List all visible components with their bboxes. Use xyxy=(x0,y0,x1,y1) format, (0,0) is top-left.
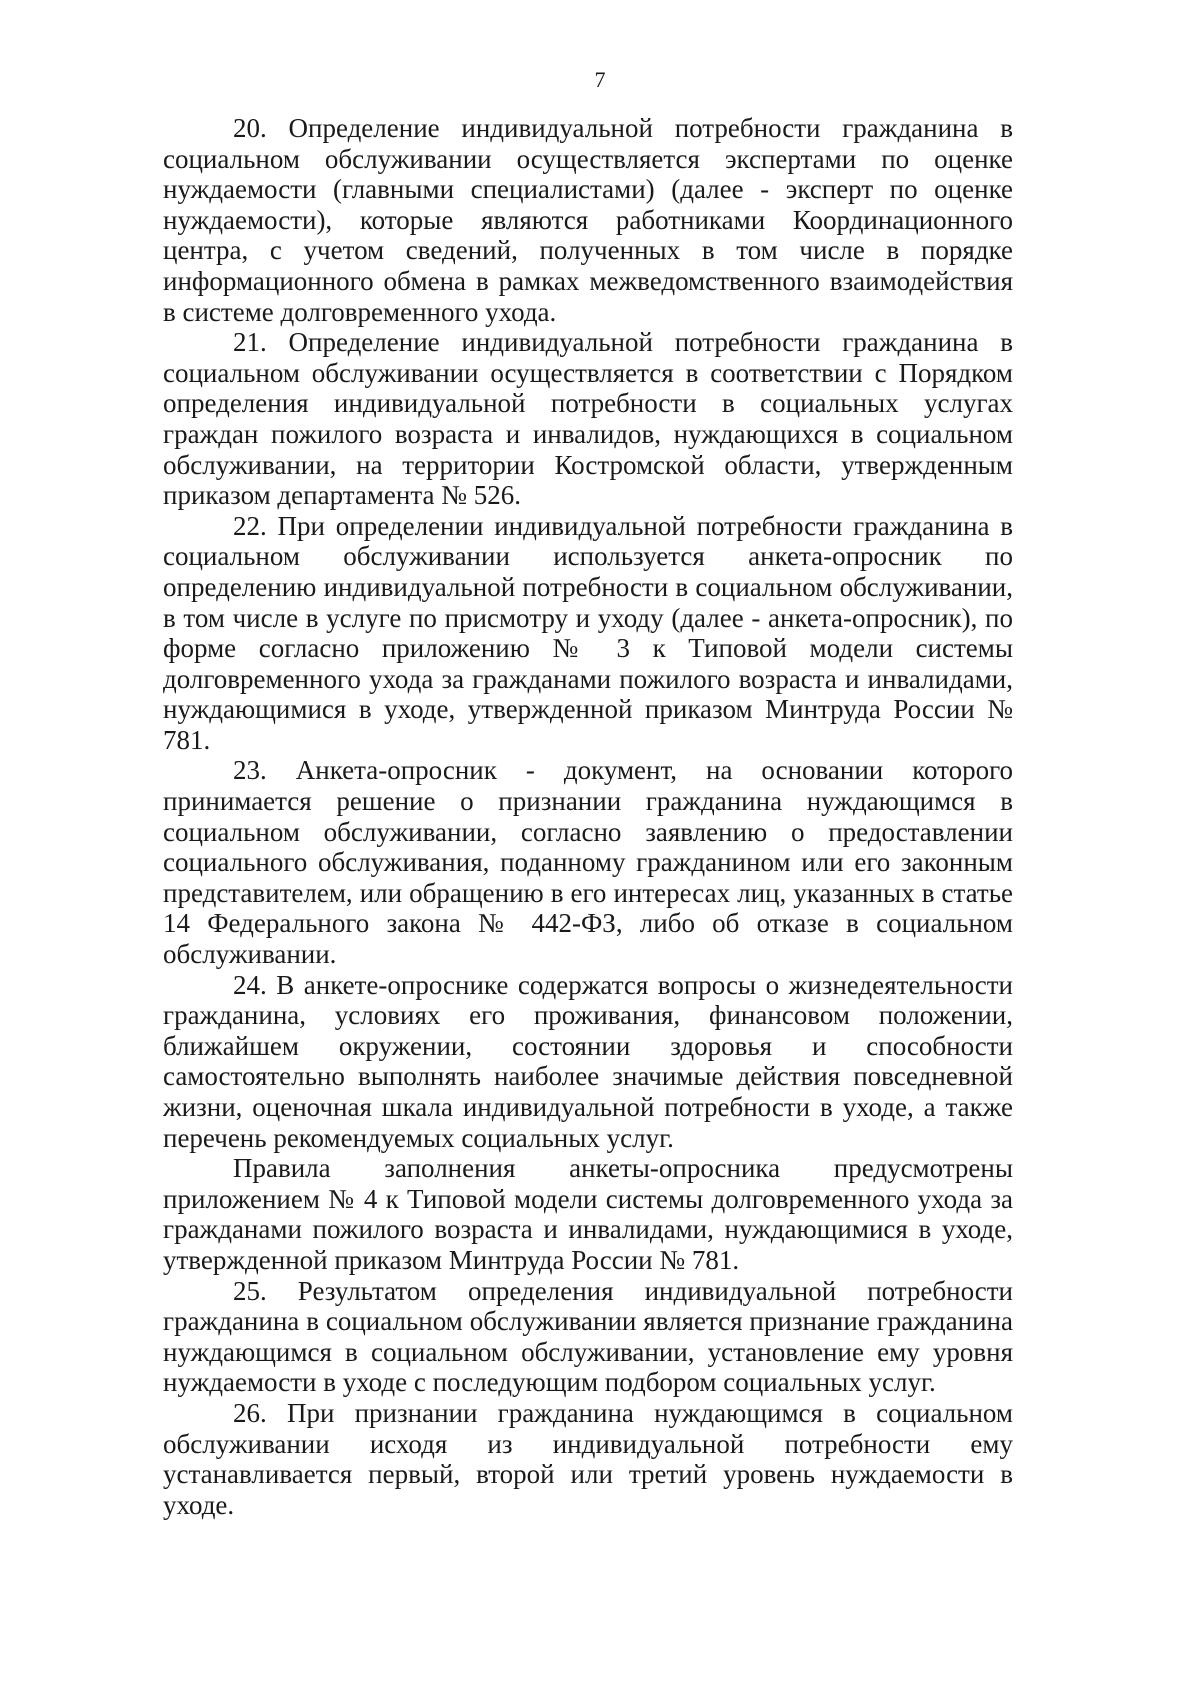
paragraph-24: 24. В анкете-опроснике содержатся вопросы о жизнедеятельности гражданина, условиях его проживания, финансовом положении, ближайшем окружении, состоянии здоровья и способности самостоятельно выполнять наиболее значимые действия повседневной жизни, оценочная шкала индивидуальной потребности в уходе, а также перечень рекомендуемых социальных услуг. xyxy=(163,969,1013,1153)
paragraph-20: 20. Определение индивидуальной потребности гражданина в социальном обслуживании осуществляется экспертами по оценке нуждаемости (главными специалистами) (далее - эксперт по оценке нуждаемости), которые являются работниками Координационного центра, с учетом сведений, полученных в том числе в порядке информационного обмена в рамках межведомственного взаимодействия в системе долговременного ухода. xyxy=(163,113,1013,327)
paragraph-21: 21. Определение индивидуальной потребности гражданина в социальном обслуживании осуществляется в соответствии с Порядком определения индивидуальной потребности в социальных услугах граждан пожилого возраста и инвалидов, нуждающихся в социальном обслуживании, на территории Костромской области, утвержденным приказом департамента № 526. xyxy=(163,327,1013,511)
document-body xyxy=(163,113,1013,1520)
page-number: 7 xyxy=(594,67,606,92)
paragraph-24-rules: Правила заполнения анкеты-опросника предусмотрены приложением № 4 к Типовой модели системы долговременного ухода за гражданами пожилого возраста и инвалидами, нуждающимися в уходе, утвержденной приказом Минтруда России № 781. xyxy=(163,1153,1013,1275)
paragraph-26: 26. При признании гражданина нуждающимся в социальном обслуживании исходя из индивидуальной потребности ему устанавливается первый, второй или третий уровень нуждаемости в уходе. xyxy=(163,1397,1013,1520)
paragraph-22: 22. При определении индивидуальной потребности гражданина в социальном обслуживании используется анкета-опросник по определению индивидуальной потребности в социальном обслуживании, в том числе в услуге по присмотру и уходу (далее - анкета-опросник), по форме согласно приложению № 3 к Типовой модели системы долговременного ухода за гражданами пожилого возраста и инвалидами, нуждающимися в уходе, утвержденной приказом Минтруда России № 781. xyxy=(163,510,1013,755)
paragraph-23: 23. Анкета-опросник - документ, на основании которого принимается решение о признании гражданина нуждающимся в социальном обслуживании, согласно заявлению о предоставлении социального обслуживания, поданному гражданином или его законным представителем, или обращению в его интересах лиц, указанных в статье 14 Федерального закона № 442-ФЗ, либо об отказе в социальном обслуживании. xyxy=(163,755,1013,970)
paragraph-25: 25. Результатом определения индивидуальной потребности гражданина в социальном обслуживании является признание гражданина нуждающимся в социальном обслуживании, установление ему уровня нуждаемости в уходе с последующим подбором социальных услуг. xyxy=(163,1275,1013,1398)
